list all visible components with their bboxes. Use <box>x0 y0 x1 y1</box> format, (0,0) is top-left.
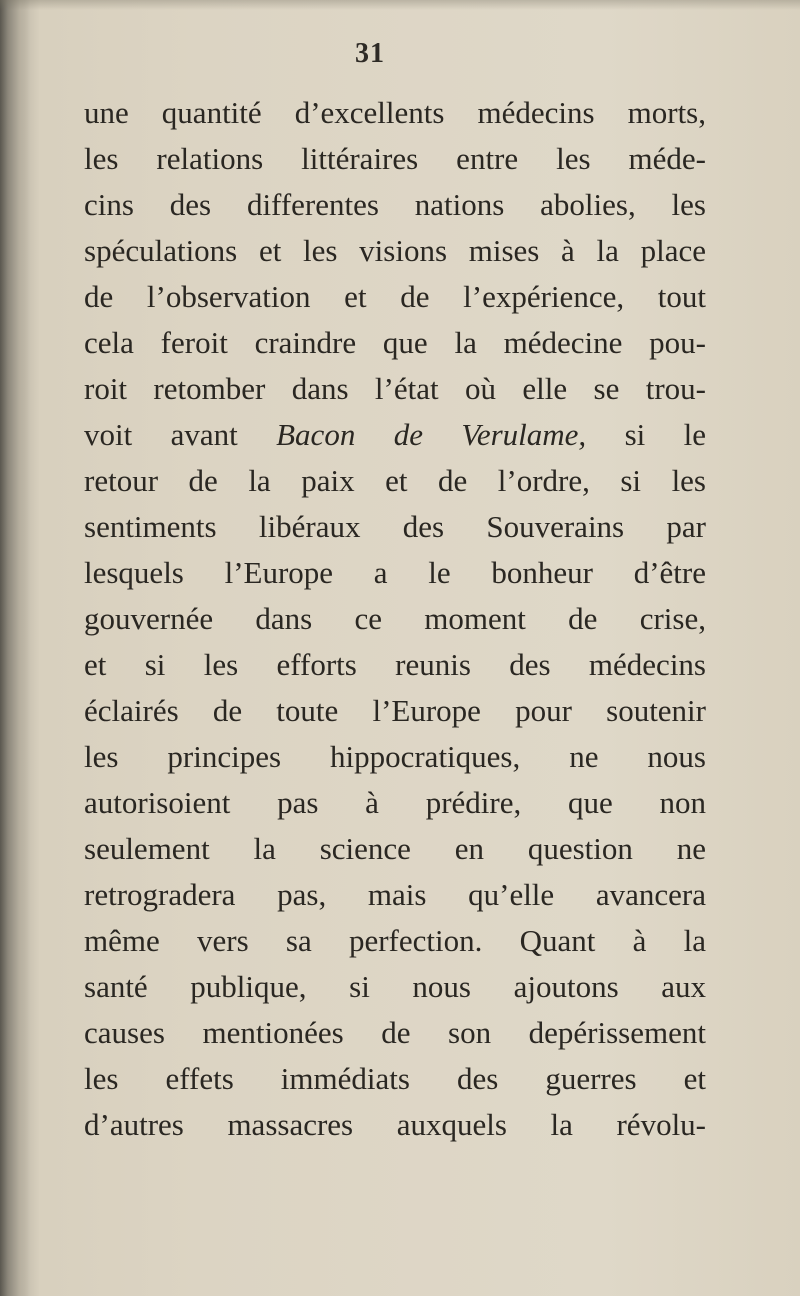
text-segment: cela feroit craindre que la médecine pou- <box>84 325 706 360</box>
text-segment: roit retomber dans l’état où elle se trou- <box>84 371 706 406</box>
text-segment: d’autres massacres auxquels la révolu- <box>84 1107 706 1142</box>
text-line <box>84 320 706 366</box>
text-segment: seulement la science en question ne <box>84 831 706 866</box>
text-segment: même vers sa perfection. Quant à la <box>84 923 706 958</box>
text-segment: cins des differentes nations abolies, les <box>84 187 706 222</box>
text-line <box>84 550 706 596</box>
text-segment: les relations littéraires entre les méde- <box>84 141 706 176</box>
text-segment: spéculations et les visions mises à la place <box>84 233 706 268</box>
text-line <box>84 274 706 320</box>
text-segment: retrogradera pas, mais qu’elle avancera <box>84 877 706 912</box>
text-line <box>84 504 706 550</box>
text-segment: voit avant <box>84 417 277 452</box>
text-line <box>84 412 706 458</box>
text-line <box>84 366 706 412</box>
text-segment: sentiments libéraux des Souverains par <box>84 509 706 544</box>
text-line <box>84 642 706 688</box>
text-line <box>84 1102 706 1148</box>
text-segment: éclairés de toute l’Europe pour soutenir <box>84 693 706 728</box>
binding-shadow <box>0 0 30 1296</box>
text-line <box>84 596 706 642</box>
body-text <box>84 90 706 1148</box>
text-segment: causes mentionées de son depérissement <box>84 1015 706 1050</box>
text-line <box>84 1056 706 1102</box>
text-segment: les effets immédiats des guerres et <box>84 1061 706 1096</box>
top-edge-shadow <box>0 0 800 10</box>
text-segment: et si les efforts reunis des médecins <box>84 647 706 682</box>
text-segment: une quantité d’excellents médecins morts, <box>84 95 706 130</box>
text-segment: les principes hippocratiques, ne nous <box>84 739 706 774</box>
italic-text-segment: Bacon de Verulame, <box>276 417 587 452</box>
text-line <box>84 918 706 964</box>
text-line <box>84 964 706 1010</box>
text-line <box>84 90 706 136</box>
text-segment: retour de la paix et de l’ordre, si les <box>84 463 706 498</box>
text-line <box>84 780 706 826</box>
text-line <box>84 826 706 872</box>
text-line <box>84 458 706 504</box>
text-line <box>84 734 706 780</box>
text-line <box>84 872 706 918</box>
text-line <box>84 136 706 182</box>
text-segment: autorisoient pas à prédire, que non <box>84 785 706 820</box>
text-line <box>84 1010 706 1056</box>
text-segment: de l’observation et de l’expérience, tout <box>84 279 706 314</box>
text-segment: si le <box>586 417 706 452</box>
text-line <box>84 228 706 274</box>
text-line <box>84 182 706 228</box>
text-line <box>84 688 706 734</box>
text-segment: santé publique, si nous ajoutons aux <box>84 969 706 1004</box>
page-number: 31 <box>355 38 385 69</box>
text-segment: lesquels l’Europe a le bonheur d’être <box>84 555 706 590</box>
text-segment: gouvernée dans ce moment de crise, <box>84 601 706 636</box>
